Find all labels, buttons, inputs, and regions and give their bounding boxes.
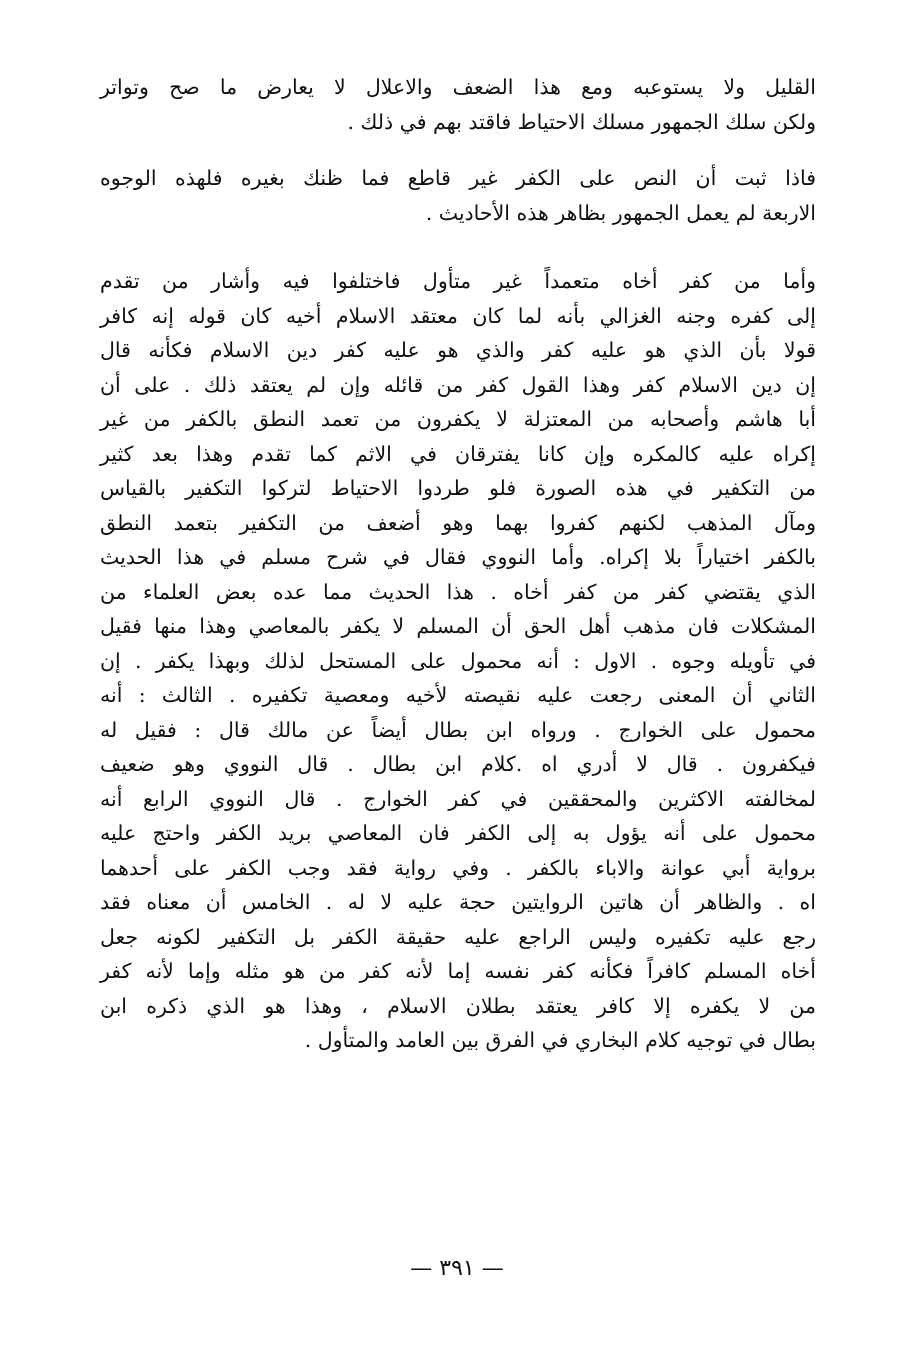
text-line: الثاني أن المعنى رجعت عليه نقيصته لأخيه ومعصية تكفيره . الثالث : أنه — [100, 683, 816, 707]
text-line: ولكن سلك الجمهور مسلك الاحتياط فاقتد بهم في ذلك . — [347, 109, 816, 134]
text-line: في تأويله وجوه . الاول : أنه محمول على المستحل لذلك وبهذا يكفر . إن — [100, 648, 816, 673]
text-line: بطال في توجيه كلام البخاري في الفرق بين العامد والمتأول . — [304, 1028, 816, 1052]
text-line: من التكفير في هذه الصورة فلو طردوا الاحتياط لتركوا التكفير بالقياس — [100, 476, 816, 500]
text-line: المشكلات فان مذهب أهل الحق أن المسلم لا يكفر بالمعاصي وهذا منها فقيل — [100, 614, 816, 638]
text-line: وأما من كفر أخاه متعمداً غير متأول فاختلفوا فيه وأشار من تقدم — [100, 269, 816, 293]
text-line: فاذا ثبت أن النص على الكفر غير قاطع فما ظنك بغيره فلهذه الوجوه — [100, 166, 816, 190]
text-line: محمول على أنه يؤول به إلى الكفر فان المعاصي بريد الكفر واحتج عليه — [100, 821, 816, 845]
text-line: لمخالفته الاكثرين والمحققين في كفر الخوارج . قال النووي الرابع أنه — [100, 786, 816, 811]
text-line: إن دين الاسلام كفر وهذا القول كفر من قائله وإن لم يعتقد ذلك . على أن — [100, 372, 816, 397]
text-line: اه . والظاهر أن هاتين الروايتين حجة عليه لا له . الخامس أن معناه فقد — [100, 890, 816, 914]
text-line: أخاه المسلم كافراً فكأنه كفر نفسه إما لأنه كفر من هو مثله وإما لأنه كفر — [100, 959, 816, 983]
page-number: — ٣٩١ — — [410, 1256, 504, 1281]
text-line: رجع عليه تكفيره وليس الراجع عليه حقيقة الكفر بل التكفير لكونه جعل — [100, 924, 816, 949]
text-line: إكراه عليه كالمكره وإن كانا يفترقان في الاثم كما تقدم وهذا بعد كثير — [100, 441, 816, 466]
text-line: بالكفر اختياراً بلا إكراه. وأما النووي فقال في شرح مسلم في هذا الحديث — [100, 545, 816, 569]
text-line: القليل ولا يستوعبه ومع هذا الضعف والاعلال لا يعارض ما صح وتواتر — [100, 75, 816, 99]
paragraph-spacer — [100, 230, 816, 264]
page-body — [100, 70, 816, 1058]
text-line: قولا بأن الذي هو عليه كفر والذي هو عليه كفر دين الاسلام فكأنه قال — [100, 338, 816, 362]
paragraph-1 — [100, 70, 816, 139]
text-line: محمول على الخوارج . ورواه ابن بطال أيضاً عن مالك قال : فقيل له — [100, 717, 816, 742]
text-line: إلى كفره وجنه الغزالي بأنه لما كان معتقد الاسلام أخيه كان قوله إنه كافر — [100, 303, 816, 328]
text-line: الذي يقتضي كفر من كفر أخاه . هذا الحديث مما عده بعض العلماء من — [100, 579, 816, 604]
text-line: ومآل المذهب لكنهم كفروا بهما وهو أضعف من التكفير بتعمد النطق — [100, 510, 816, 535]
text-line: الاربعة لم يعمل الجمهور بظاهر هذه الأحاديث . — [425, 200, 816, 225]
text-line: فيكفرون . قال لا أدري اه .كلام ابن بطال . قال النووي وهو ضعيف — [100, 752, 816, 776]
paragraph-3 — [100, 264, 816, 1058]
text-line: من لا يكفره إلا كافر يعتقد بطلان الاسلام ، وهذا هو الذي ذكره ابن — [100, 993, 816, 1018]
text-line: أبا هاشم وأصحابه من المعتزلة لا يكفرون من تعمد النطق بالكفر من غير — [100, 407, 816, 431]
paragraph-spacer — [100, 139, 816, 161]
paragraph-2 — [100, 161, 816, 230]
text-line: برواية أبي عوانة والاباء بالكفر . وفي رواية فقد وجب الكفر على أحدهما — [100, 855, 816, 880]
